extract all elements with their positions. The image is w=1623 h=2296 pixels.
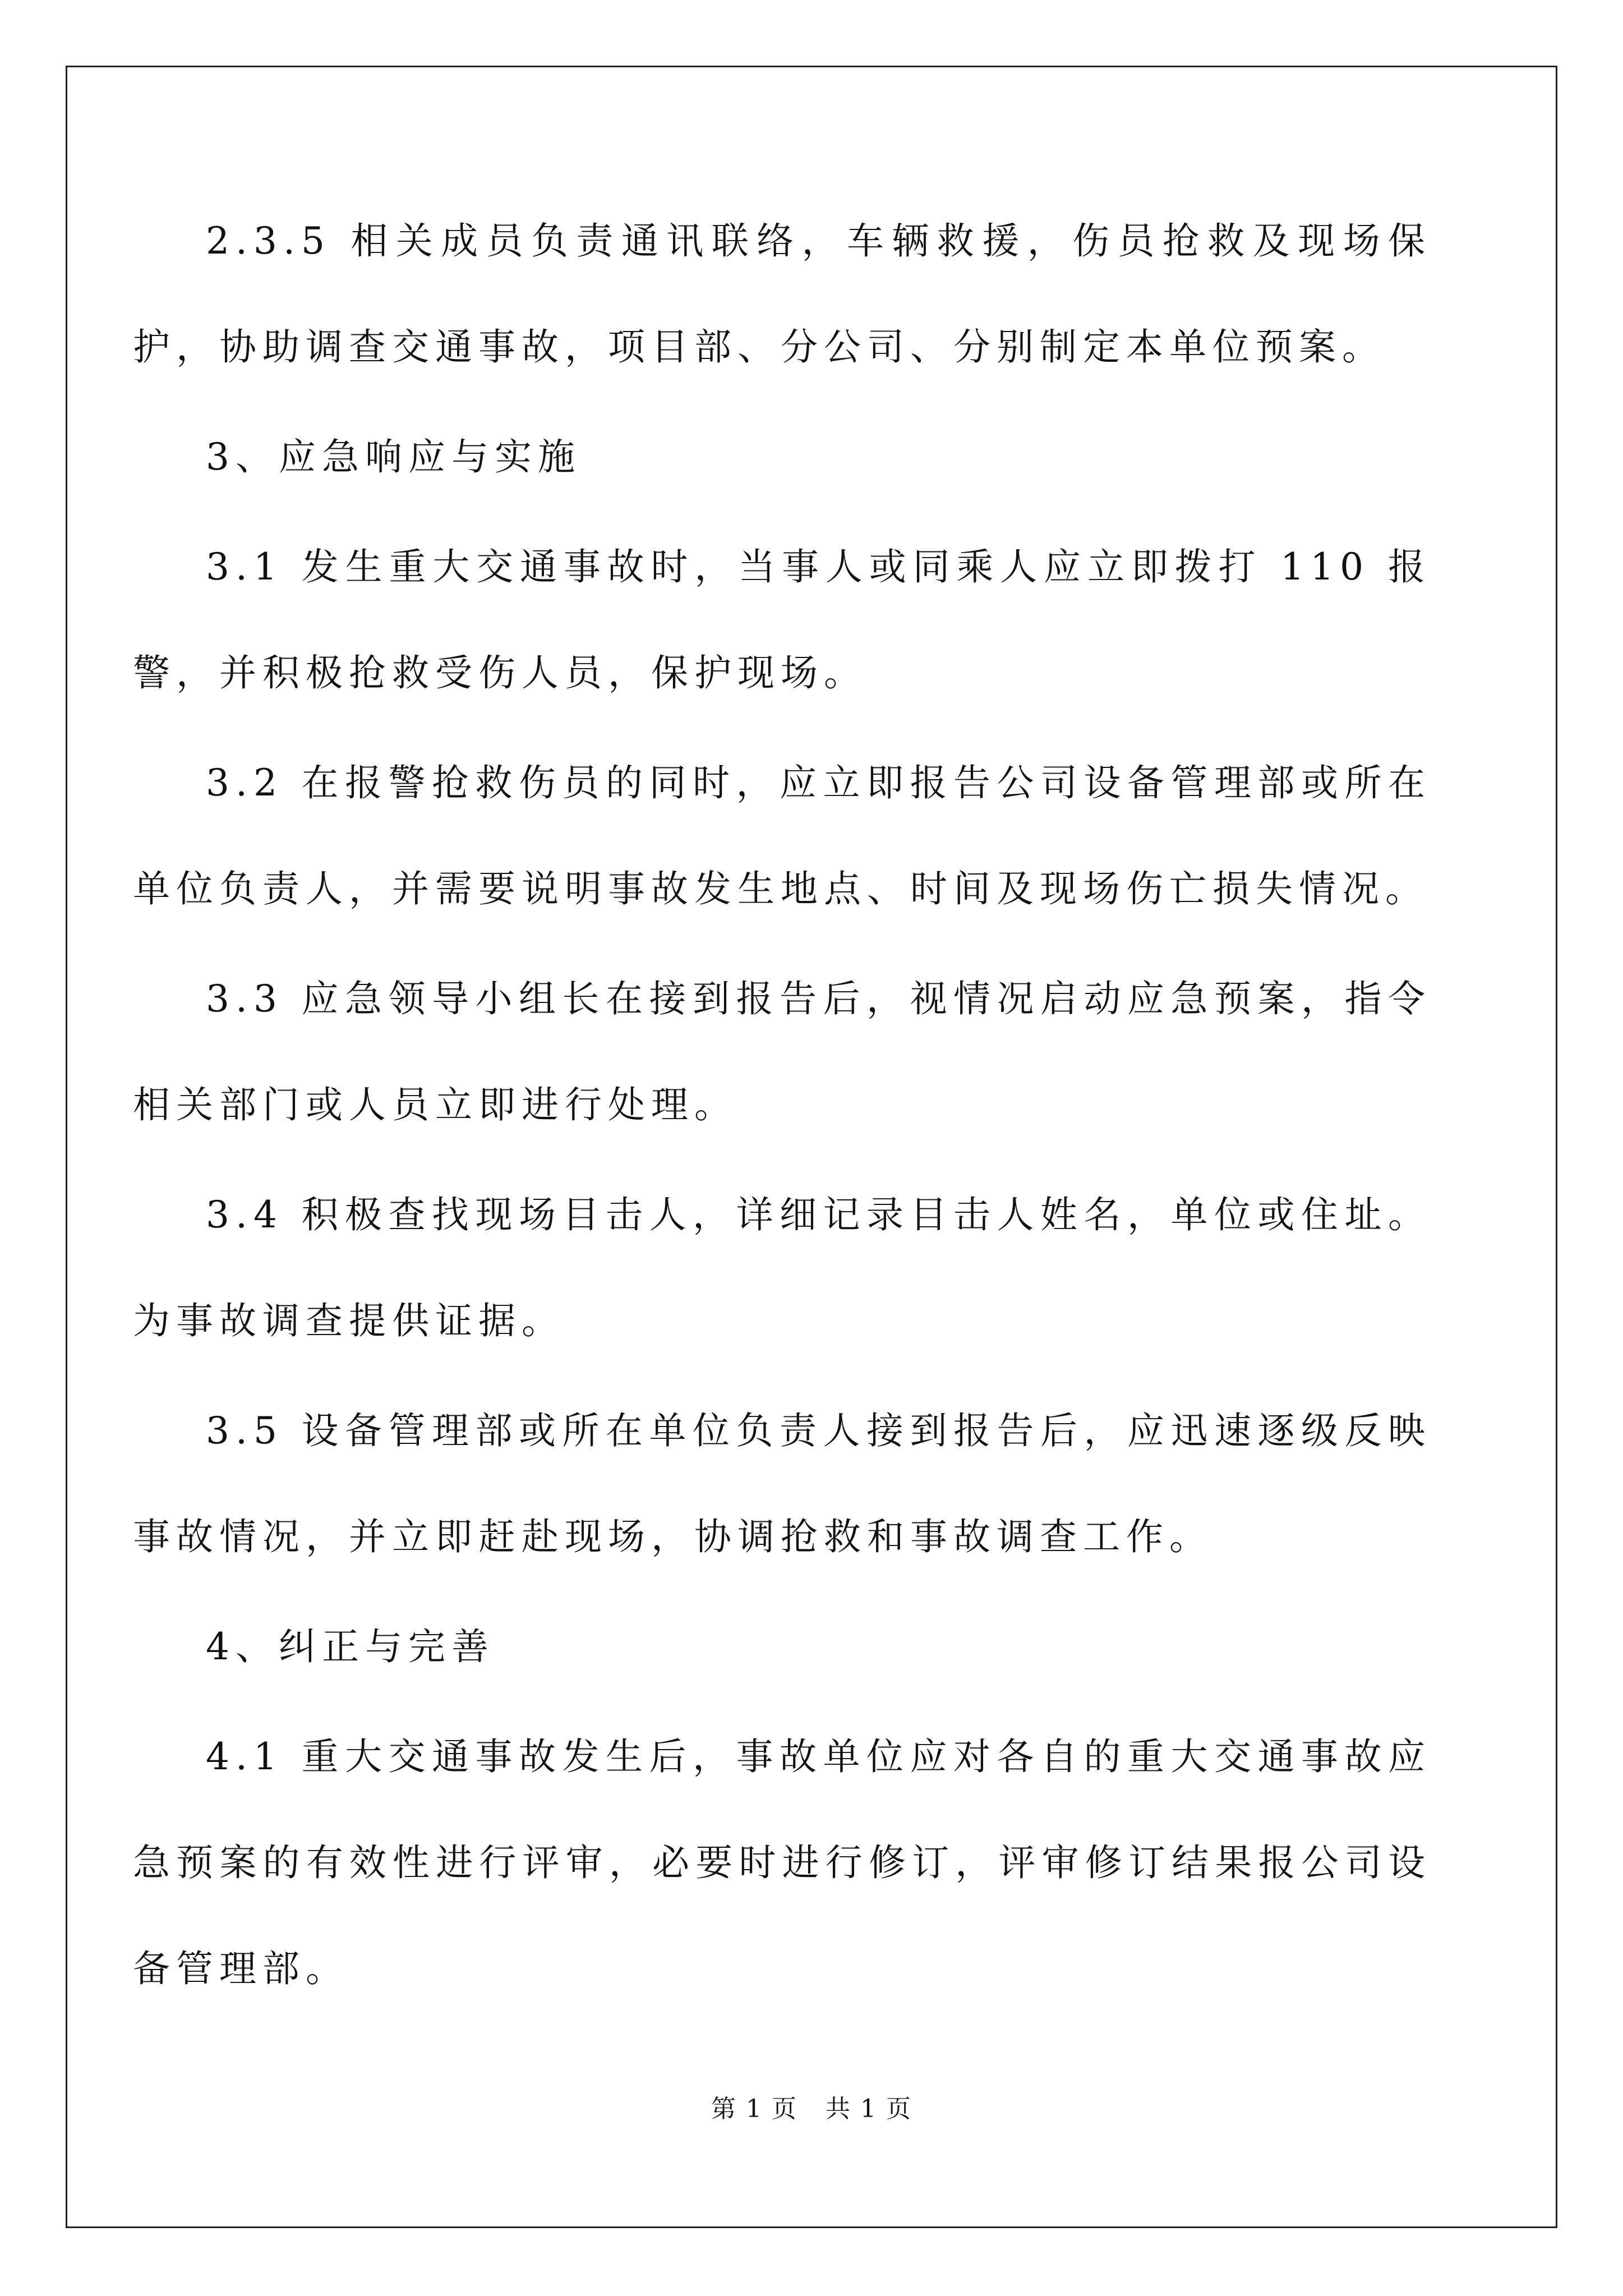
section-heading-3: 3、应急响应与实施	[206, 435, 581, 478]
document-body	[133, 188, 1431, 2026]
page-footer	[0, 2092, 1623, 2126]
paragraph-3-3: 3.3 应急领导小组长在接到报告后，视情况启动应急预案，指令相关部门或人员立即进行处理。	[133, 977, 1431, 1126]
paragraph-3-5: 3.5 设备管理部或所在单位负责人接到报告后，应迅速逐级反映事故情况，并立即赶赴现场，协调抢救和事故调查工作。	[133, 1409, 1431, 1558]
paragraph-3-2: 3.2 在报警抢救伤员的同时，应立即报告公司设备管理部或所在单位负责人，并需要说明事故发生地点、时间及现场伤亡损失情况。	[133, 761, 1431, 910]
paragraph-2-3-5: 2.3.5 相关成员负责通讯联络，车辆救援，伤员抢救及现场保护，协助调查交通事故，项目部、分公司、分别制定本单位预案。	[133, 219, 1431, 369]
page-total: 共 1 页	[826, 2095, 912, 2123]
page-number: 第 1 页	[711, 2095, 797, 2123]
section-heading-4: 4、纠正与完善	[206, 1625, 495, 1668]
paragraph-3-4: 3.4 积极查找现场目击人，详细记录目击人姓名，单位或住址。为事故调查提供证据。	[133, 1193, 1431, 1342]
paragraph-4-1: 4.1 重大交通事故发生后，事故单位应对各自的重大交通事故应急预案的有效性进行评审，必要时进行修订，评审修订结果报公司设备管理部。	[133, 1735, 1431, 1990]
paragraph-3-1: 3.1 发生重大交通事故时，当事人或同乘人应立即拨打 110 报警，并积极抢救受伤人员，保护现场。	[133, 545, 1431, 694]
